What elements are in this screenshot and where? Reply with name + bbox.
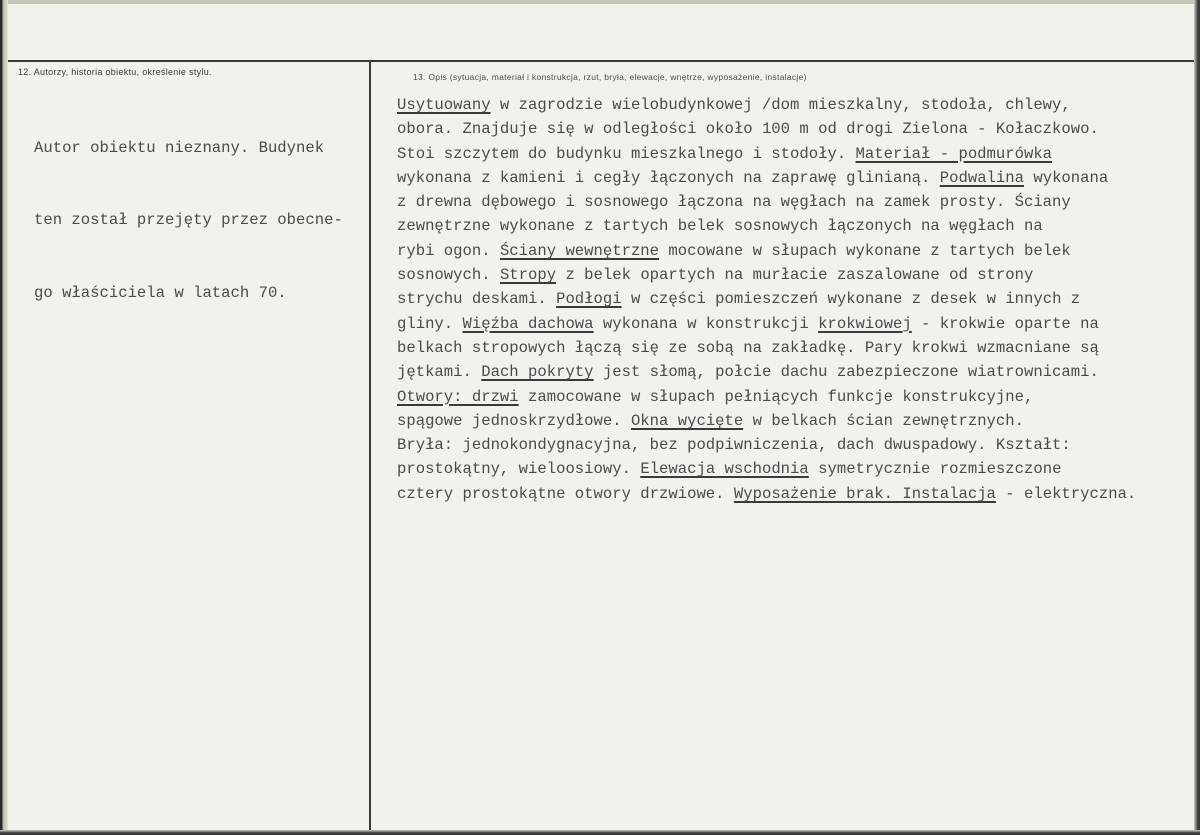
field12-line: go właściciela w latach 70. [34,284,287,303]
underlined-term: Wyposażenie brak. Instalacja [733,484,996,503]
underlined-term: Okna wycięte [630,411,744,430]
field13-line [397,166,1136,190]
field13-line [397,482,1136,506]
field13-line [397,360,1136,384]
field12-line: ten został przejęty przez obecne- [34,211,343,230]
underlined-term: Elewacja wschodnia [640,460,809,479]
field13-line [397,336,1136,360]
card-edge-right [1194,0,1200,835]
field13-line [397,457,1136,481]
text-segment: w części pomieszczeń wykonane z desek w innych z [621,290,1081,309]
field13-text [397,93,1136,506]
text-segment: symetrycznie rozmieszczone [808,460,1062,479]
text-segment: spągowe jednoskrzydłowe. [397,411,631,430]
text-segment: w zagrodzie wielobudynkowej /dom mieszkalny, stodoła, chlewy, [490,96,1071,114]
field13-line [397,263,1136,287]
text-segment: rybi ogon. [397,241,500,260]
text-segment: zamocowane w słupach pełniących funkcje konstrukcyjne, [518,387,1034,406]
text-segment: jętkami. [397,363,482,382]
text-segment: obora. Znajduje się w odległości około 100 m od drogi Zielona - Kołaczkowo. [397,120,1099,139]
text-segment: wykonana [1024,168,1109,187]
underlined-term: Materiał - podmurówka [855,144,1053,163]
card-edge-bottom [0,830,1200,835]
text-segment: z belek opartych na murłacie zaszalowane od strony [556,266,1034,285]
underlined-term: Usytuowany [397,96,491,114]
underlined-term: Stropy [499,266,557,285]
horizontal-rule [8,60,1194,62]
field13-line [397,93,1136,117]
field13-line [397,287,1136,311]
text-segment: cztery prostokątne otwory drzwiowe. [397,484,734,503]
text-segment: mocowane w słupach wykonane z tartych belek [659,241,1071,260]
text-segment: z drewna dębowego i sosnowego łączona na węgłach na zamek prosty. Ściany [397,193,1071,212]
underlined-term: Podłogi [556,290,622,309]
field13-line [397,214,1136,238]
column-divider [369,60,371,830]
underlined-term: Ściany wewnętrzne [499,241,660,260]
field13-line [397,117,1136,141]
text-segment: w belkach ścian zewnętrznych. [743,411,1024,430]
underlined-term: Więźba dachowa [462,314,594,333]
field12-line: Autor obiektu nieznany. Budynek [34,138,325,157]
field12-heading: 12. Autorzy, historia obiektu, określenie stylu. [18,67,212,77]
field13-line [397,409,1136,433]
text-segment: strychu deskami. [397,290,557,309]
field13-line [397,190,1136,214]
field13-line [397,433,1136,457]
text-segment: belkach stropowych łączą się ze sobą na zakładkę. Pary krokwi wzmacniane są [397,338,1099,357]
underlined-term: Dach pokryty [481,363,594,382]
card-edge-left [0,0,8,835]
text-segment: jest słomą, połcie dachu zabezpieczone wiatrownicami. [593,363,1099,382]
field13-line [397,312,1136,336]
field13-line [397,239,1136,263]
text-segment: - krokwie oparte na [911,314,1099,333]
text-segment: sosnowych. [397,266,500,285]
text-segment: prostokątny, wieloosiowy. [397,460,641,479]
field13-heading: 13. Opis (sytuacja, materiał i konstrukcja, rzut, bryła, elewacje, wnętrze, wyposażenie, instalacje) [413,72,807,82]
field12-text [34,87,343,354]
underlined-term: Otwory: drzwi [397,387,519,406]
text-segment: wykonana z kamieni i cegły łączonych na zaprawę glinianą. [397,168,940,187]
text-segment: Bryła: jednokondygnacyjna, bez podpiwniczenia, dach dwuspadowy. Kształt: [397,436,1071,455]
text-segment: zewnętrzne wykonane z tartych belek sosnowych łączonych na węgłach na [397,217,1043,236]
text-segment: gliny. [397,314,463,333]
underlined-term: Podwalina [939,168,1024,187]
card-edge-top [0,0,1200,4]
underlined-term: krokwiowej [818,314,912,333]
text-segment: - elektryczna. [995,484,1137,503]
text-segment: wykonana w konstrukcji [593,314,819,333]
field13-line [397,142,1136,166]
text-segment: Stoi szczytem do budynku mieszkalnego i stodoły. [397,144,856,163]
field13-line [397,385,1136,409]
